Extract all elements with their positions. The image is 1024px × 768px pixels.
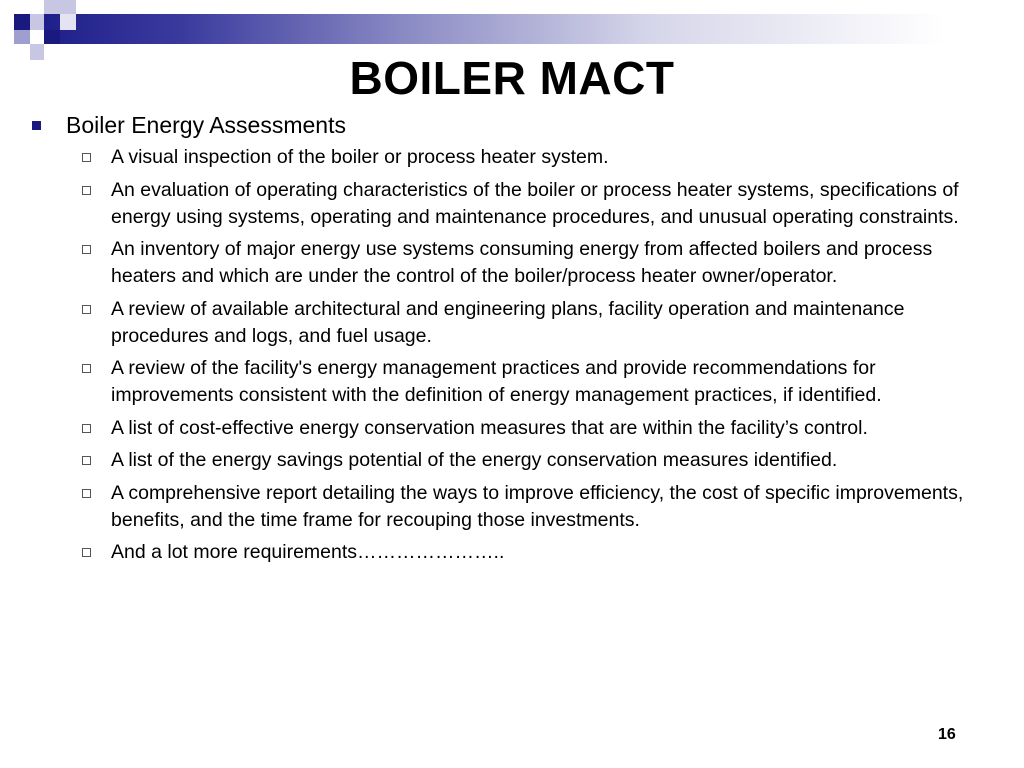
- header-banner: [44, 14, 1024, 44]
- list-item-text: And a lot more requirements…………………..: [111, 541, 505, 563]
- list-item: [80, 177, 1000, 231]
- list-item-text: An inventory of major energy use systems consuming energy from affected boilers and process heaters and which are under the control of the boiler/process heater owner/operator.: [111, 238, 933, 287]
- sub-bullet-list: [80, 144, 1000, 572]
- decor-square-icon: [44, 30, 60, 44]
- slide-title: BOILER MACT: [349, 52, 675, 104]
- main-bullet-text: Boiler Energy Assessments: [66, 112, 346, 138]
- list-item: [80, 296, 1000, 350]
- page-number: 16: [938, 726, 956, 743]
- list-item-text: A visual inspection of the boiler or process heater system.: [111, 146, 609, 168]
- decor-square-icon: [30, 14, 44, 30]
- list-item: [80, 415, 1000, 442]
- filled-square-bullet-icon: [32, 121, 41, 130]
- hollow-square-bullet-icon: [82, 548, 91, 557]
- hollow-square-bullet-icon: [82, 305, 91, 314]
- list-item-text: A review of the facility's energy management practices and provide recommendations for improvements consistent with the definition of energy management practices, if identified.: [111, 357, 882, 406]
- list-item: [80, 355, 1000, 409]
- decor-square-icon: [14, 30, 30, 44]
- list-item: [80, 480, 1000, 534]
- list-item-text: An evaluation of operating characteristics of the boiler or process heater systems, specifications of energy using systems, operating and maintenance procedures, and unusual operating constraints.: [111, 178, 959, 228]
- list-item: [80, 144, 1000, 171]
- decor-square-icon: [60, 0, 76, 14]
- hollow-square-bullet-icon: [82, 153, 91, 162]
- decor-square-icon: [14, 14, 30, 30]
- hollow-square-bullet-icon: [82, 186, 91, 195]
- decor-square-icon: [60, 14, 76, 30]
- hollow-square-bullet-icon: [82, 245, 91, 254]
- list-item-text: A list of the energy savings potential of the energy conservation measures identified.: [111, 449, 838, 471]
- hollow-square-bullet-icon: [82, 456, 91, 465]
- list-item: [80, 539, 1000, 566]
- list-item: [80, 236, 1000, 290]
- list-item-text: A comprehensive report detailing the ways to improve efficiency, the cost of specific improvements, benefits, and the time frame for recouping those investments.: [111, 481, 964, 531]
- list-item-text: A list of cost-effective energy conservation measures that are within the facility’s control.: [111, 416, 868, 439]
- hollow-square-bullet-icon: [82, 424, 91, 433]
- hollow-square-bullet-icon: [82, 489, 91, 498]
- decor-square-icon: [44, 0, 60, 14]
- hollow-square-bullet-icon: [82, 364, 91, 373]
- list-item: [80, 447, 1000, 474]
- list-item-text: A review of available architectural and engineering plans, facility operation and maintenance procedures and logs, and fuel usage.: [111, 297, 905, 347]
